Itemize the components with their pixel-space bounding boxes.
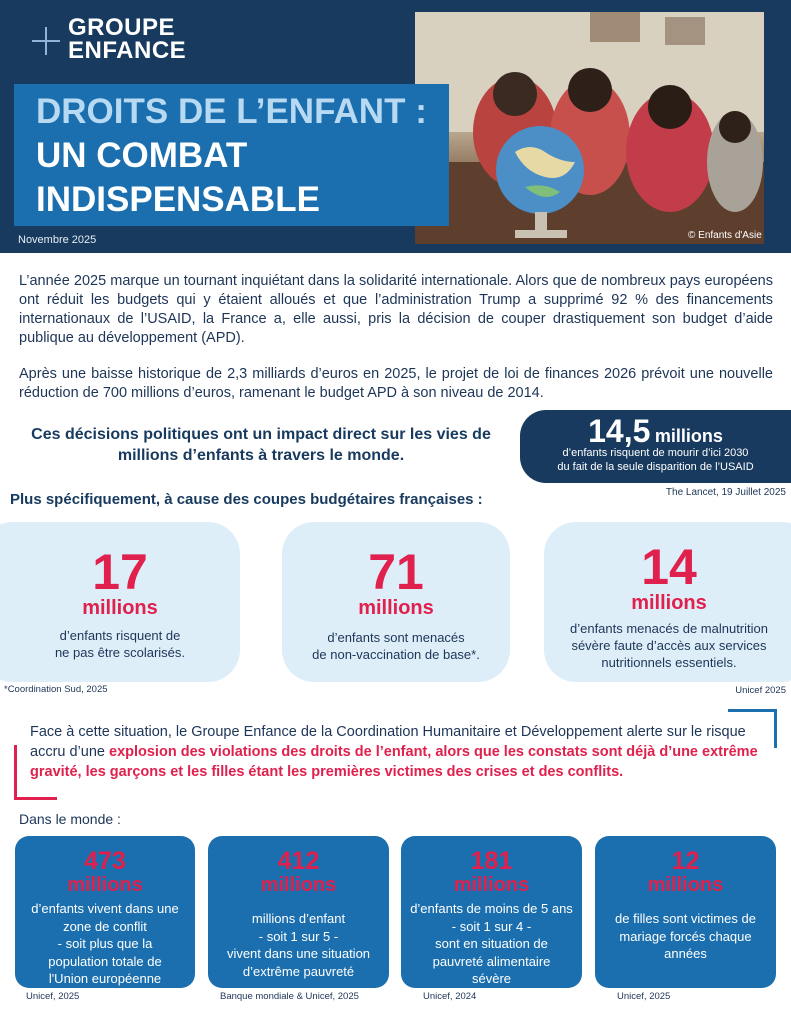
intro-paragraph-2: Après une baisse historique de 2,3 milliards d’euros en 2025, le projet de loi de finances 2026 prévoit une nouvelle réduction de 700 millions d’euros, ramenant le budget APD à son niveau de 2014. bbox=[19, 366, 773, 401]
world-card bbox=[401, 836, 582, 988]
usaid-stat-unit: millions bbox=[654, 426, 723, 446]
world-card-number: 12 bbox=[671, 847, 700, 875]
logo-line-2: ENFANCE bbox=[68, 37, 187, 64]
world-card-text-line: mariage forcés chaque bbox=[619, 928, 752, 944]
usaid-stat-text-line-1: d’enfants risquent de mourir d’ici 2030 bbox=[562, 447, 749, 459]
world-card-source: Unicef, 2024 bbox=[423, 991, 477, 1002]
world-card bbox=[15, 836, 195, 988]
world-card-text-line: d’extrême pauvreté bbox=[242, 963, 355, 979]
impact-line-1: Ces décisions politiques ont un impact direct sur les vies de bbox=[31, 426, 491, 443]
world-card-text-line: d’enfants vivent dans une bbox=[31, 901, 179, 916]
usaid-stat-text bbox=[530, 446, 781, 474]
world-card-unit: millions bbox=[647, 874, 724, 896]
page-title-line-3: INDISPENSABLE bbox=[36, 180, 320, 219]
france-card-text-line: de non-vaccination de base*. bbox=[312, 647, 480, 662]
world-card-text-line: vivent dans une situation bbox=[226, 946, 371, 961]
world-card-text bbox=[595, 910, 776, 963]
world-card-source: Unicef, 2025 bbox=[26, 991, 80, 1002]
world-card-text-line: - soit 1 sur 4 - bbox=[451, 918, 532, 934]
france-card-number: 71 bbox=[368, 544, 424, 600]
world-card-text-line: millions d’enfant bbox=[251, 911, 346, 926]
world-section-heading: Dans le monde : bbox=[19, 811, 121, 827]
world-card-number: 412 bbox=[277, 847, 320, 875]
france-card-unit: millions bbox=[82, 597, 158, 619]
world-card-text-line: de filles sont victimes de bbox=[615, 911, 756, 926]
world-card-text bbox=[15, 900, 195, 988]
world-card-unit: millions bbox=[453, 874, 530, 896]
usaid-stat-number: 14,5 bbox=[588, 413, 651, 449]
impact-line-2: millions d’enfants à travers le monde. bbox=[117, 447, 405, 464]
france-card-text-line: nutritionnels essentiels. bbox=[601, 655, 737, 670]
photo-credit: © Enfants d'Asie bbox=[688, 230, 762, 241]
page-title-line-1: DROITS DE L’ENFANT : bbox=[36, 92, 427, 131]
world-card-number: 473 bbox=[84, 847, 126, 875]
logo-line-1: GROUPE bbox=[68, 14, 176, 41]
world-card-source: Banque mondiale & Unicef, 2025 bbox=[220, 991, 359, 1002]
france-section-heading: Plus spécifiquement, à cause des coupes budgétaires françaises : bbox=[10, 491, 483, 508]
plus-logo-icon bbox=[32, 27, 60, 55]
world-card-text-line: - soit plus que la bbox=[57, 936, 153, 951]
france-card-text bbox=[0, 627, 240, 661]
france-card-unit: millions bbox=[631, 592, 707, 614]
france-card bbox=[282, 522, 510, 682]
world-card bbox=[595, 836, 776, 988]
france-card-text-line: sévère faute d’accès aux services bbox=[571, 638, 767, 653]
world-card-text-line: pauvreté alimentaire bbox=[432, 953, 551, 969]
world-card-text-line: l'Union européenne bbox=[48, 971, 162, 986]
world-card-unit: millions bbox=[260, 874, 337, 896]
logo bbox=[68, 16, 186, 62]
france-card-text-line: d’enfants risquent de bbox=[59, 628, 181, 643]
france-card-number: 17 bbox=[92, 544, 148, 600]
usaid-stat-figure bbox=[520, 413, 791, 450]
world-card-text-line: sont en situation de bbox=[435, 936, 548, 951]
header-photo bbox=[415, 12, 764, 244]
impact-statement bbox=[14, 424, 508, 466]
france-card-unit: millions bbox=[358, 597, 434, 619]
world-card-text-line: sévère bbox=[471, 971, 512, 986]
france-card-text bbox=[282, 629, 510, 663]
children-globe-photo bbox=[415, 12, 764, 244]
world-card-unit: millions bbox=[67, 874, 143, 896]
world-card-text-line: - soit 1 sur 5 - bbox=[258, 928, 339, 944]
france-card-number: 14 bbox=[641, 539, 697, 595]
usaid-stat-text-line-2: du fait de la seule disparition de l’USAID bbox=[557, 461, 754, 473]
alert-paragraph bbox=[30, 722, 770, 782]
usaid-stat-source: The Lancet, 19 Juillet 2025 bbox=[665, 487, 786, 498]
world-card-text-line: d’enfants de moins de 5 ans bbox=[410, 901, 573, 916]
world-card-text-line: années bbox=[664, 946, 707, 961]
france-card-text-line: d’enfants menacés de malnutrition bbox=[569, 621, 768, 636]
france-source-left: *Coordination Sud, 2025 bbox=[4, 684, 108, 695]
world-card bbox=[208, 836, 389, 988]
world-card-number: 181 bbox=[470, 847, 513, 875]
world-card-source: Unicef, 2025 bbox=[617, 991, 671, 1002]
world-card-text-line: zone de conflit bbox=[63, 918, 147, 934]
france-card-text-line: ne pas être scolarisés. bbox=[54, 645, 186, 660]
france-card bbox=[544, 522, 791, 682]
publication-date: Novembre 2025 bbox=[18, 234, 97, 246]
intro-paragraph-1: L’année 2025 marque un tournant inquiétant dans la solidarité internationale. Alors que de nombreux pays européens ont réduit les budgets qui y étaient alloués et que l’administration Trump a supprimé 92 % des financements internationaux de l’USAID, la France a, elle aussi, pris la décision de couper drastiquement son budget d’aide publique au développement (APD). bbox=[19, 273, 773, 346]
alert-text: Face à cette situation, le Groupe Enfance de la Coordination Humanitaire et Développement alerte sur le risque accru d’une bbox=[30, 724, 746, 760]
world-card-text bbox=[208, 910, 389, 980]
france-card-text bbox=[544, 620, 791, 671]
page-title-line-2: UN COMBAT bbox=[36, 136, 248, 175]
france-card bbox=[0, 522, 240, 682]
world-card-text-line: population totale de bbox=[48, 953, 162, 969]
france-source-right: Unicef 2025 bbox=[735, 685, 786, 696]
world-card-text bbox=[401, 900, 582, 988]
alert-highlight: explosion des violations des droits de l’enfant, alors que les constats sont déjà d’une extrême gravité, les garçons et les filles étant les premières victimes des crises et des conflits. bbox=[30, 744, 758, 780]
france-card-text-line: d’enfants sont menacés bbox=[327, 630, 465, 645]
